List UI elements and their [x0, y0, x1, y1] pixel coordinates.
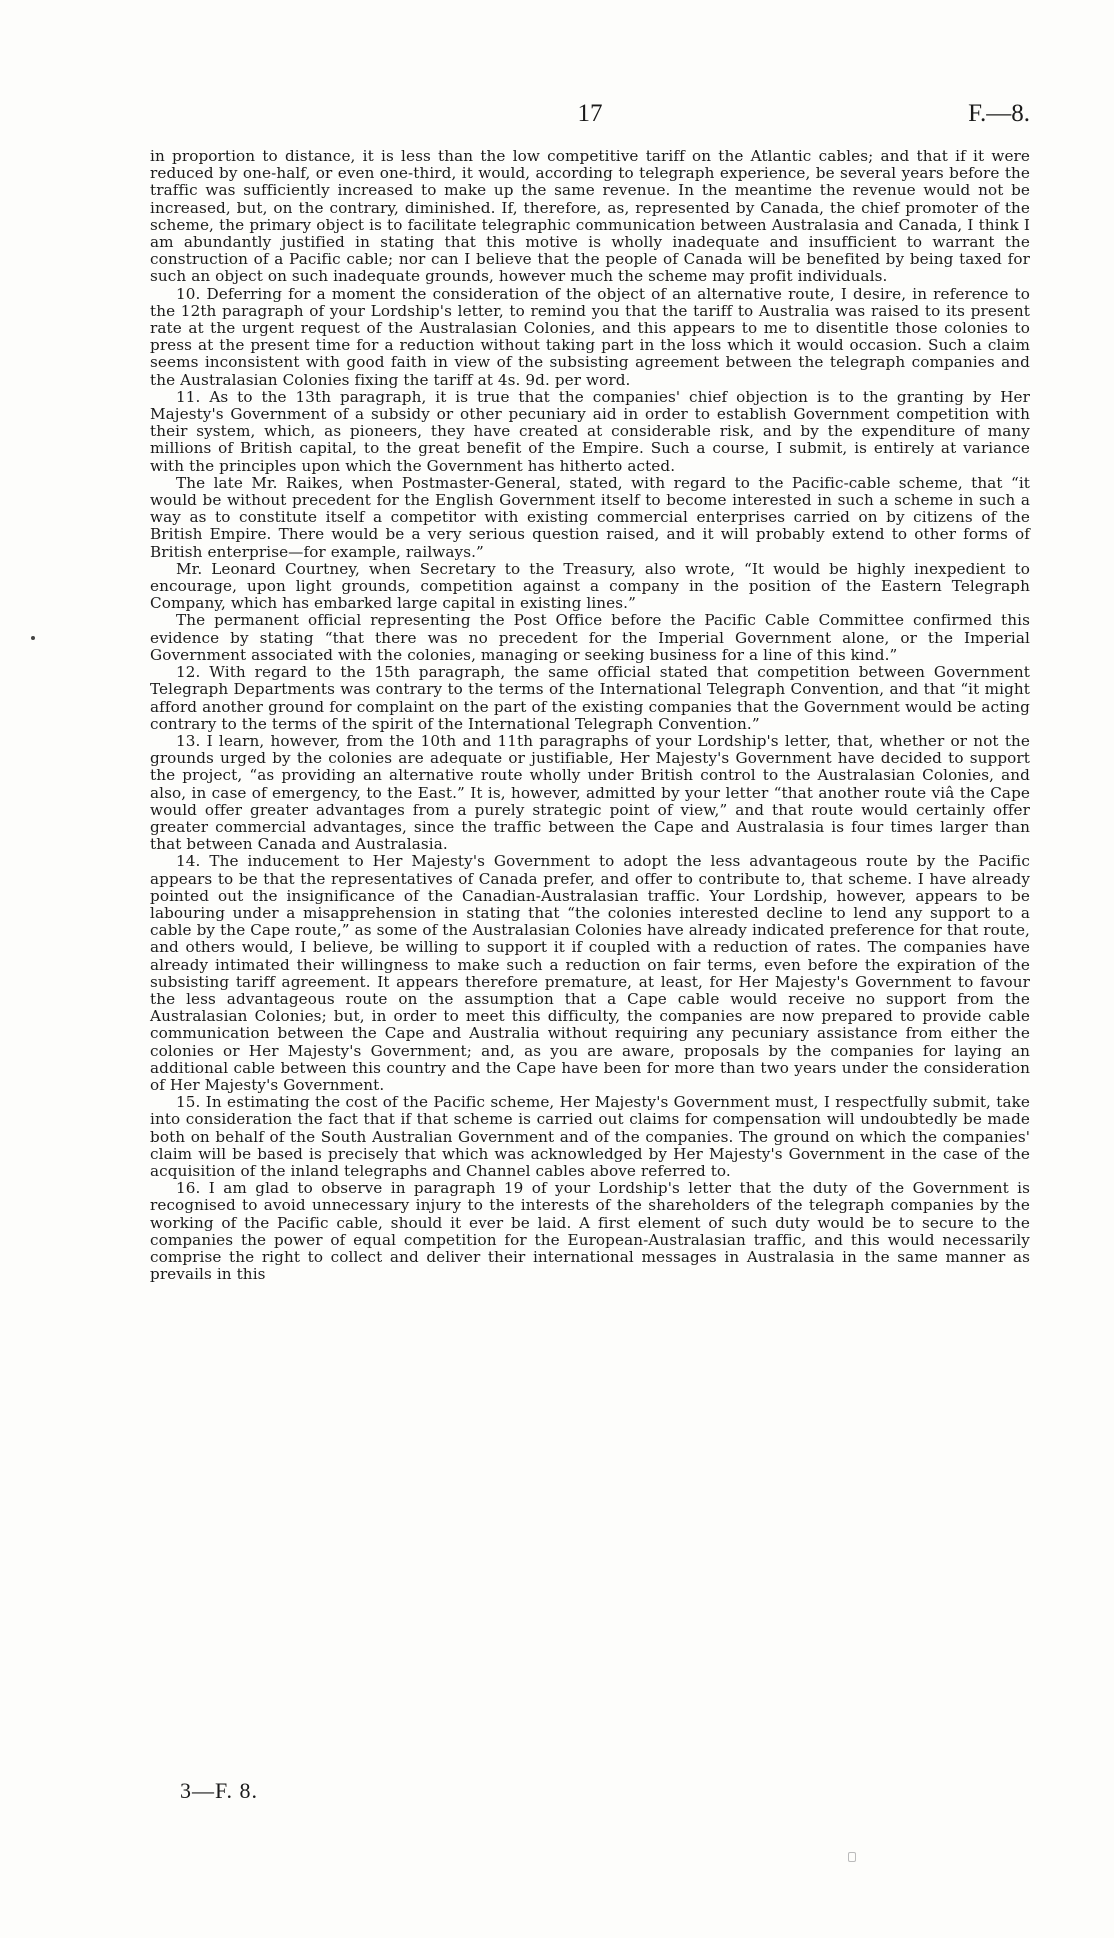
document-reference: F.—8. — [968, 100, 1030, 127]
paragraph-14: 14. The inducement to Her Majesty's Government to adopt the less advantageous route by the Pacific appears to be that the representatives of Canada prefer, and offer to contribute to, that scheme. I have already pointed out the insignificance of the Canadian-Australasian traffic. Your Lordship, however, appears to be labouring under a misapprehension in stating that “the colonies interested decline to lend any support to a cable by the Cape route,” as some of the Australasian Colonies have already indicated preference for that route, and others would, I believe, be willing to support it if coupled with a reduction of rates. The companies have already intimated their willingness to make such a reduction on fair terms, even before the expiration of the subsisting tariff agreement. It appears therefore premature, at least, for Her Majesty's Government to favour the less advantageous route on the assumption that a Cape cable would receive no support from the Australasian Colonies; but, in order to meet this difficulty, the companies are now prepared to provide cable communication between the Cape and Australia without requiring any pecuniary assistance from either the colonies or Her Majesty's Government; and, as you are aware, proposals by the companies for laying an additional cable between this country and the Cape have been for more than two years under the consideration of Her Majesty's Government. — [150, 852, 1030, 1094]
signature-reference: 3—F. 8. — [180, 1778, 258, 1803]
body-text — [150, 148, 1030, 1283]
paragraph-10: 10. Deferring for a moment the consideration of the object of an alternative route, I desire, in reference to the 12th paragraph of your Lordship's letter, to remind you that the tariff to Australia was raised to its present rate at the urgent request of the Australasian Colonies, and this appears to me to disentitle those colonies to press at the present time for a reduction without taking part in the loss which it would occasion. Such a claim seems inconsistent with good faith in view of the subsisting agreement between the telegraph companies and the Australasian Colonies fixing the tariff at 4s. 9d. per word. — [150, 284, 1030, 389]
paragraph-16: 16. I am glad to observe in paragraph 19 of your Lordship's letter that the duty of the Government is recognised to avoid unnecessary injury to the interests of the shareholders of the telegraph companies by the working of the Pacific cable, should it ever be laid. A first element of such duty would be to secure to the companies the power of equal competition for the European-Australasian traffic, and this would necessarily comprise the right to collect and deliver their international messages in Australasia in the same manner as prevails in this — [150, 1179, 1030, 1284]
scan-speck — [31, 636, 35, 640]
paragraph-raikes-quote: The late Mr. Raikes, when Postmaster-General, stated, with regard to the Pacific-cable scheme, that “it would be without precedent for the English Government itself to become interested in such a scheme in such a way as to constitute itself a competitor with existing commercial enterprises carried on by citizens of the British Empire. There would be a very serious question raised, and it will probably extend to other forms of British enterprise—for example, railways.” — [150, 473, 1030, 561]
page-header — [150, 100, 1030, 132]
paragraph-13: 13. I learn, however, from the 10th and 11th paragraphs of your Lordship's letter, that, whether or not the grounds urged by the colonies are adequate or justifiable, Her Majesty's Government have decided to support the project, “as providing an alternative route wholly under British control to the Australasian Colonies, and also, in case of emergency, to the East.” It is, however, admitted by your letter “that another route viâ the Cape would offer greater advantages from a purely strategic point of view,” and that route would certainly offer greater commercial advantages, since the traffic between the Cape and Australasia is four times larger than that between Canada and Australasia. — [150, 731, 1030, 854]
page-number: 17 — [577, 100, 603, 127]
paragraph-courtney-quote: Mr. Leonard Courtney, when Secretary to the Treasury, also wrote, “It would be highly inexpedient to encourage, upon light grounds, competition against a company in the position of the Eastern Telegraph Company, which has embarked large capital in existing lines.” — [150, 559, 1030, 613]
paragraph-post-office-quote: The permanent official representing the Post Office before the Pacific Cable Committee confirmed this evidence by stating “that there was no precedent for the Imperial Government alone, or the Imperial Government associated with the colonies, managing or seeking business for a line of this kind.” — [150, 611, 1030, 664]
paragraph-continuation: in proportion to distance, it is less than the low competitive tariff on the Atlantic cables; and that if it were reduced by one-half, or even one-third, it would, according to telegraph experience, be several years before the traffic was sufficiently increased to make up the same revenue. In the meantime the revenue would not be increased, but, on the contrary, diminished. If, therefore, as, represented by Canada, the chief promoter of the scheme, the primary object is to facilitate telegraphic communication between Australasia and Canada, I think I am abundantly justified in stating that this motive is wholly inadequate and insufficient to warrant the construction of a Pacific cable; nor can I believe that the people of Canada will be benefited by being taxed for such an object on such inadequate grounds, however much the scheme may profit individuals. — [150, 147, 1030, 286]
scan-mark — [848, 1852, 856, 1862]
paragraph-11: 11. As to the 13th paragraph, it is true that the companies' chief objection is to the granting by Her Majesty's Government of a subsidy or other pecuniary aid in order to establish Government competition with their system, which, as pioneers, they have created at considerable risk, and by the expenditure of many millions of British capital, to the great benefit of the Empire. Such a course, I submit, is entirely at variance with the principles upon which the Government has hitherto acted. — [150, 387, 1030, 475]
paragraph-15: 15. In estimating the cost of the Pacific scheme, Her Majesty's Government must, I respectfully submit, take into consideration the fact that if that scheme is carried out claims for compensation will undoubtedly be made both on behalf of the South Australian Government and of the companies. The ground on which the companies' claim will be based is precisely that which was acknowledged by Her Majesty's Government in the case of the acquisition of the inland telegraphs and Channel cables above referred to. — [150, 1093, 1030, 1180]
paragraph-12: 12. With regard to the 15th paragraph, the same official stated that competition between Government Telegraph Departments was contrary to the terms of the International Telegraph Convention, and that “it might afford another ground for complaint on the part of the existing companies that the Government would be acting contrary to the terms of the spirit of the International Telegraph Convention.” — [150, 663, 1030, 733]
